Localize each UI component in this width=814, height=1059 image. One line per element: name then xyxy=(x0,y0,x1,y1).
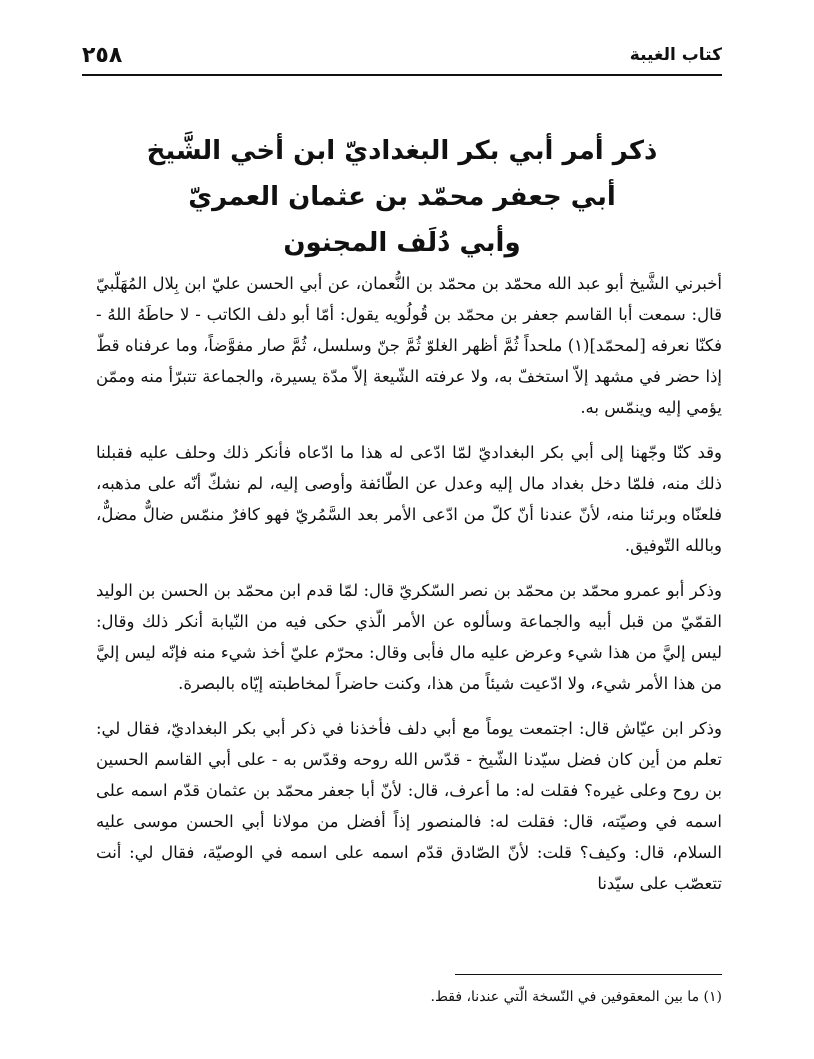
footnote-rule xyxy=(455,974,722,975)
paragraph: أخبرني الشَّيخ أبو عبد الله محمّد بن محمّد بن النُّعمان، عن أبي الحسن عليّ ابن بِلال المُهَلّبيّ قال: سمعت أبا القاسم جعفر بن محمّد بن قُولُويه يقول: أمّا أبو دلف الكاتب - لا حاطَهُ اللهُ - فكنّا نعرفه [لمحمّد](١) ملحداً ثُمَّ أظهر الغلوّ ثُمَّ جنّ وسلسل، ثُمَّ صار مفوَّضاً، وما عرفناه قطّ إذا حضر في مشهد إلاّ استخفّ به، ولا عرفته الشّيعة إلاّ مدّة يسيرة، والجماعة تتبرّأ منه وممّن يؤمي إليه وينمّس به. xyxy=(96,274,722,417)
chapter-title-line: وأبي دُلَف المجنون xyxy=(283,228,521,258)
chapter-title-line: أبي جعفر محمّد بن عثمان العمريّ xyxy=(188,182,616,212)
footnote: (١) ما بين المعقوفين في النّسخة الّتي عندنا، فقط. xyxy=(430,989,722,1005)
chapter-title xyxy=(82,128,722,266)
page-header xyxy=(82,40,722,70)
paragraph: وذكر ابن عيّاش قال: اجتمعت يوماً مع أبي دلف فأخذنا في ذكر أبي بكر البغداديّ، فقال لي: تعلم من أين كان فضل سيّدنا الشّيخ - قدّس الله روحه وقدّس به - على أبي القاسم الحسين بن روح وعلى غيره؟ فقلت له: ما أعرف، قال: لأنّ أبا جعفر محمّد بن عثمان قدّم اسمه على اسمه في وصيّته، قال: فقلت له: فالمنصور إذاً أفضل من مولانا أبي الحسن موسى عليه السلام، قال: وكيف؟ قلت: لأنّ الصّادق قدّم اسمه على اسمه في الوصيّة، فقال لي: أنت تتعصّب على سيّدنا xyxy=(96,719,722,893)
running-title: كتاب الغيبة xyxy=(629,45,722,65)
paragraph: وقد كنّا وجّهنا إلى أبي بكر البغداديّ لمّا ادّعى له هذا ما ادّعاه فأنكر ذلك وحلف عليه فقبلنا ذلك منه، فلمّا دخل بغداد مال إليه وعدل عن الطّائفة وأوصى إليه، لم نشكّ أنّه على مذهبه، فلعنّاه وبرئنا منه، لأنّ عندنا أنّ كلّ من ادّعى الأمر بعد السَّمُريّ فهو كافرٌ منمّس ضالٌّ مضلٌّ، وبالله التّوفيق. xyxy=(96,443,722,555)
paragraph: وذكر أبو عمرو محمّد بن محمّد بن نصر السّكريّ قال: لمّا قدم ابن محمّد بن الحسن بن الوليد القمّيّ من قبل أبيه والجماعة وسألوه عن الأمر الّذي حكى فيه من النّيابة أنكر ذلك وقال: ليس إليَّ من هذا شيء وعرض عليه مال فأبى وقال: محرّم عليّ أخذ شيء منه فإنّه ليس إليَّ من هذا الأمر شيء، ولا ادّعيت شيئاً من هذا، وكنت حاضراً لمخاطبته إيّاه بالبصرة. xyxy=(96,581,722,693)
chapter-title-line: ذكر أمر أبي بكر البغداديّ ابن أخي الشَّيخ xyxy=(146,136,658,166)
header-rule xyxy=(82,74,722,76)
page-number: ٢٥٨ xyxy=(82,42,123,68)
body-text xyxy=(96,268,722,913)
